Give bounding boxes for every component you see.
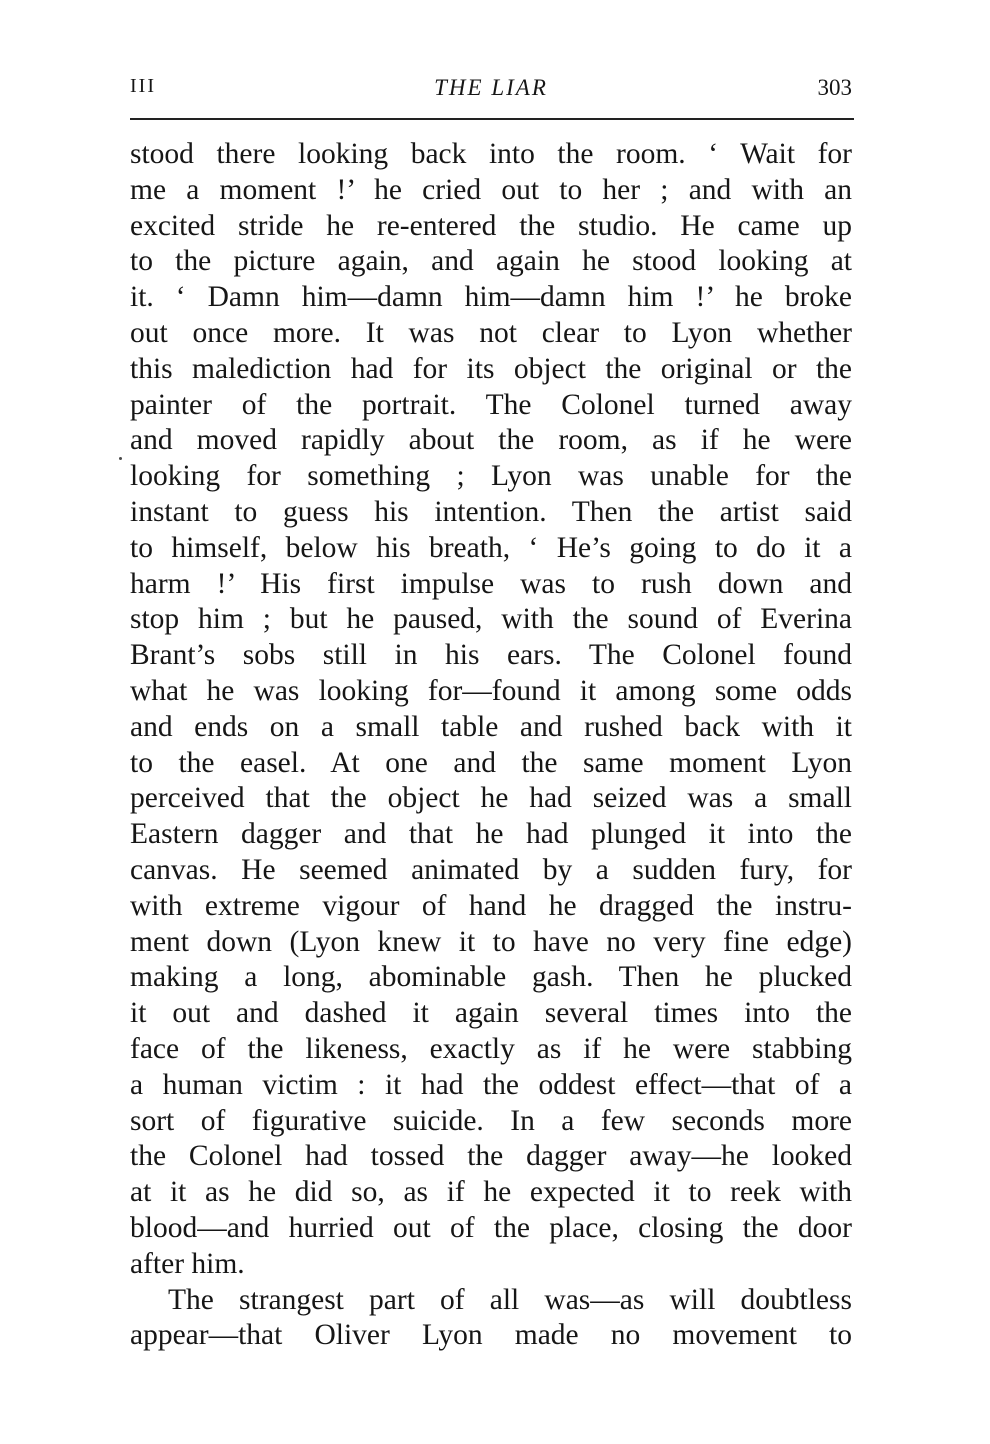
paragraph-last-line: after him. [130, 1247, 245, 1280]
text-line: making a long, abominable gash. Then he plucked [130, 961, 852, 994]
text-line: looking for something ; Lyon was unable for the [130, 460, 852, 493]
text-line: harm !’ His first impulse was to rush down and [130, 567, 852, 600]
text-line: perceived that the object he had seized was a small [130, 782, 852, 815]
text-line: what he was looking for—found it among some odds [130, 674, 852, 707]
text-line: canvas. He seemed animated by a sudden fury, for [130, 853, 852, 886]
text-line: and moved rapidly about the room, as if he were [130, 424, 852, 457]
text-line: instant to guess his intention. Then the artist said [130, 495, 852, 528]
text-line: face of the likeness, exactly as if he were stabbing [130, 1032, 852, 1065]
text-line: it. ‘ Damn him—damn him—damn him !’ he broke [130, 281, 852, 314]
text-line: to the picture again, and again he stood looking at [130, 245, 852, 278]
text-line: appear—that Oliver Lyon made no movement to [130, 1319, 852, 1352]
text-line: to himself, below his breath, ‘ He’s going to do it a [130, 531, 852, 564]
text-line: excited stride he re-entered the studio. He came up [130, 209, 852, 242]
text-line: with extreme vigour of hand he dragged the instru- [130, 889, 852, 922]
text-line: stood there looking back into the room. ‘ Wait for [130, 138, 852, 170]
text-line: at it as he did so, as if he expected it to reek with [130, 1176, 852, 1209]
text-line: blood—and hurried out of the place, closing the door [130, 1211, 852, 1244]
section-number: III [130, 75, 156, 97]
text-line: to the easel. At one and the same moment Lyon [130, 746, 852, 779]
text-line: the Colonel had tossed the dagger away—he looked [130, 1140, 852, 1173]
paragraph-first-line: The strangest part of all was—as will doubtless [168, 1283, 852, 1316]
body-text [130, 137, 852, 1354]
text-line: sort of figurative suicide. In a few seconds more [130, 1104, 852, 1137]
text-line: stop him ; but he paused, with the sound of Everina [130, 603, 852, 636]
text-line: out once more. It was not clear to Lyon whether [130, 316, 852, 349]
text-line: it out and dashed it again several times into the [130, 997, 852, 1030]
text-line: painter of the portrait. The Colonel turned away [130, 388, 852, 421]
text-line: this malediction had for its object the original or the [130, 352, 852, 385]
running-head [130, 75, 852, 107]
stray-print-mark [119, 457, 122, 460]
text-line: ment down (Lyon knew it to have no very fine edge) [130, 925, 852, 958]
text-line: Eastern dagger and that he had plunged it into the [130, 818, 852, 851]
header-rule [130, 118, 854, 120]
text-line: me a moment !’ he cried out to her ; and with an [130, 173, 852, 206]
text-line: and ends on a small table and rushed back with it [130, 710, 852, 743]
page-number: 303 [817, 75, 852, 100]
running-title: THE LIAR [434, 75, 548, 100]
text-line: Brant’s sobs still in his ears. The Colonel found [130, 639, 852, 672]
text-line: a human victim : it had the oddest effect—that of a [130, 1068, 852, 1101]
